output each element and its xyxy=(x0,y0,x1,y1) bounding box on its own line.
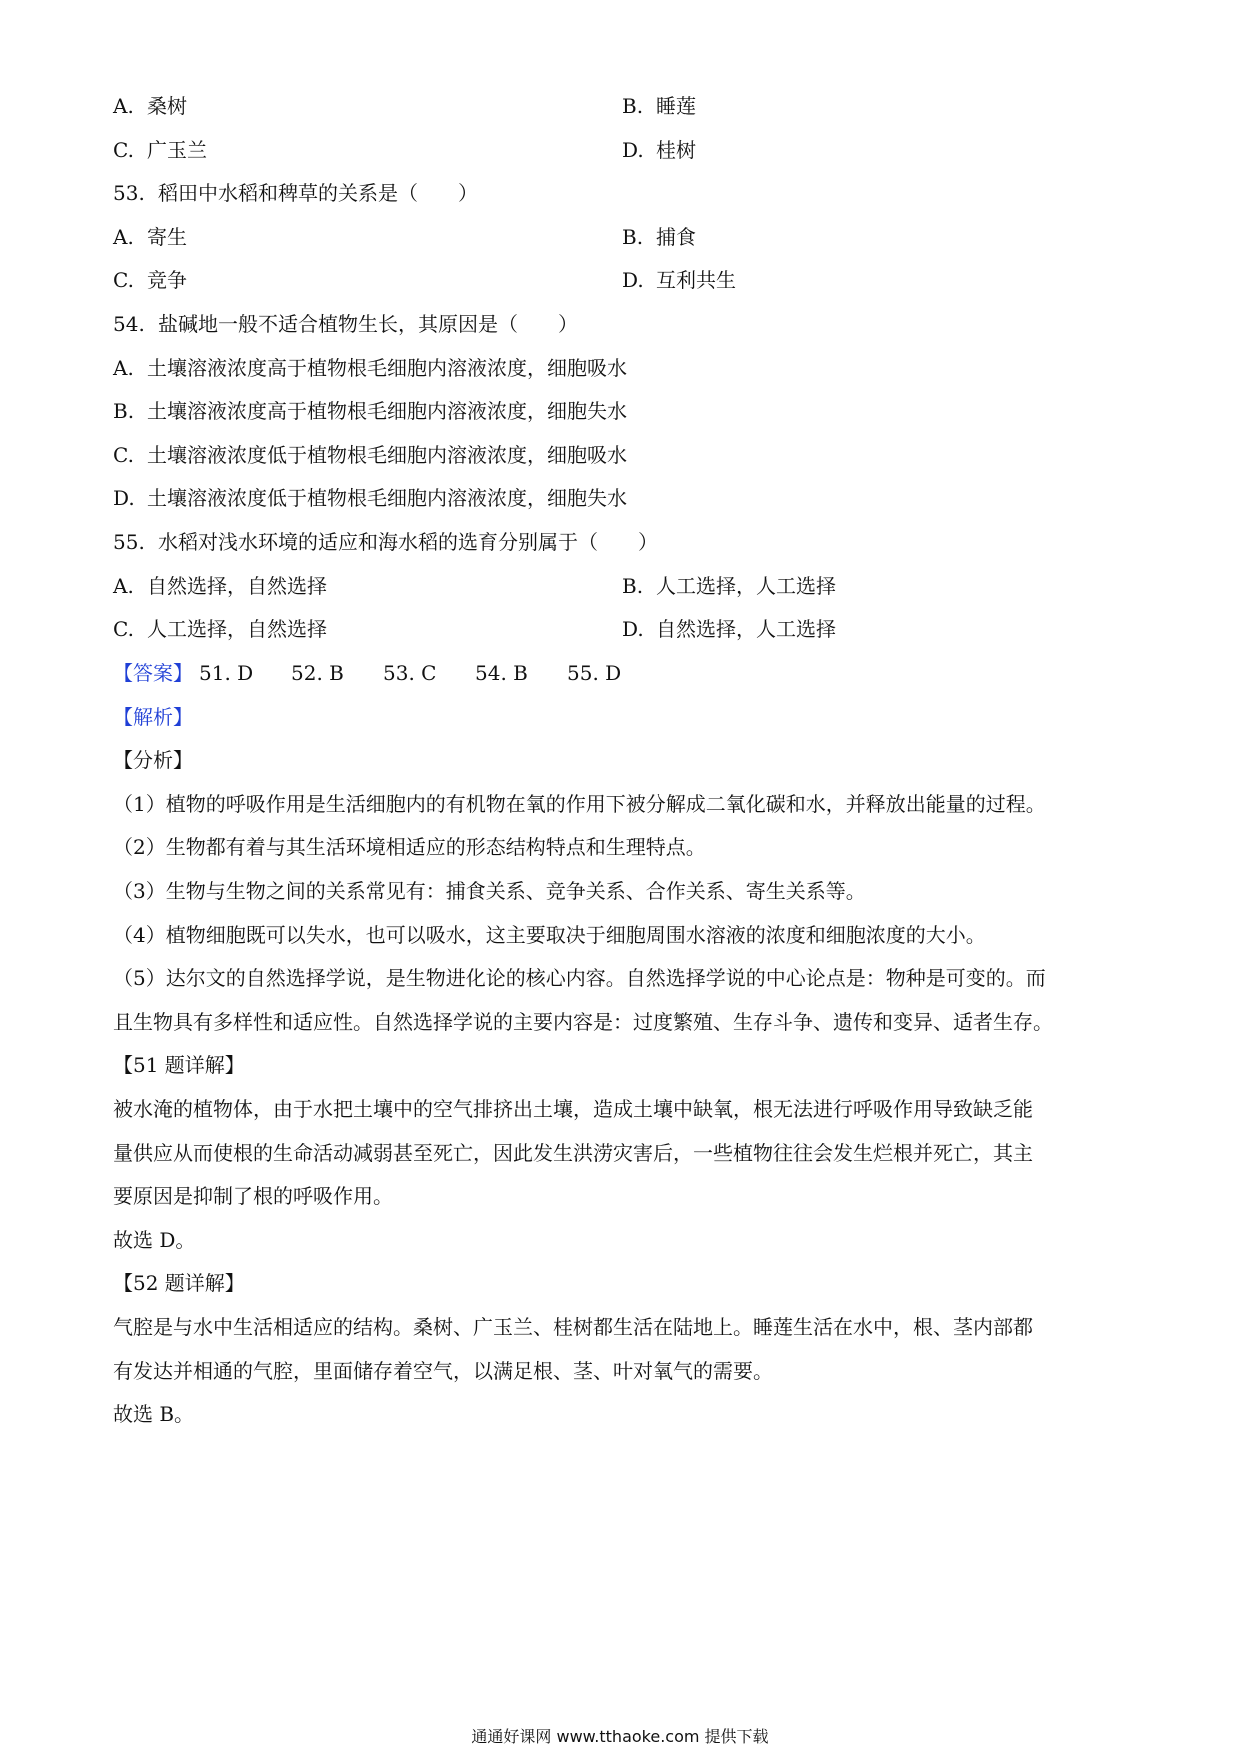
option-text: 自然选择，人工选择 xyxy=(656,617,836,641)
option-text: 土壤溶液浓度低于植物根毛细胞内溶液浓度，细胞失水 xyxy=(147,486,627,510)
q52-option-b xyxy=(622,92,696,120)
option-text: 自然选择，自然选择 xyxy=(147,574,327,598)
detail51-line: 要原因是抑制了根的呼吸作用。 xyxy=(113,1184,393,1208)
answer-item: 52. B xyxy=(291,661,344,685)
option-text: 人工选择，自然选择 xyxy=(147,617,327,641)
question-text: 水稻对浅水环境的适应和海水稻的选育分别属于（ ） xyxy=(158,530,658,554)
analysis-heading: 【解析】 xyxy=(113,705,193,729)
q53-option-d xyxy=(622,266,736,294)
option-text: 互利共生 xyxy=(656,268,736,292)
q53-option-c xyxy=(113,266,187,294)
option-label: A. xyxy=(113,356,134,380)
question-number: 54. xyxy=(113,312,145,336)
q54-option-d xyxy=(113,484,627,512)
detail51-conclusion: 故选 D。 xyxy=(113,1228,196,1252)
analysis-point: （1）植物的呼吸作用是生活细胞内的有机物在氧的作用下被分解成二氧化碳和水，并释放出能量的过程。 xyxy=(113,792,1046,816)
option-text: 捕食 xyxy=(656,225,696,249)
q52-option-d xyxy=(622,136,696,164)
option-label: C. xyxy=(113,268,134,292)
detail52-line: 气腔是与水中生活相适应的结构。桑树、广玉兰、桂树都生活在陆地上。睡莲生活在水中，根、茎内部都 xyxy=(113,1315,1033,1339)
question-number: 55. xyxy=(113,530,145,554)
analysis-sub-heading: 【分析】 xyxy=(113,748,193,772)
q54-option-b xyxy=(113,397,627,425)
q53-stem xyxy=(113,179,478,207)
option-text: 广玉兰 xyxy=(147,138,207,162)
analysis-point: （3）生物与生物之间的关系常见有：捕食关系、竞争关系、合作关系、寄生关系等。 xyxy=(113,879,866,903)
option-label: A. xyxy=(113,94,134,118)
option-label: B. xyxy=(113,399,135,423)
answer-item: 55. D xyxy=(567,661,622,685)
option-label: D. xyxy=(622,617,644,641)
q55-option-a xyxy=(113,572,327,600)
option-label: B. xyxy=(622,225,644,249)
detail51-line: 量供应从而使根的生命活动减弱甚至死亡，因此发生洪涝灾害后，一些植物往往会发生烂根并死亡，其主 xyxy=(113,1141,1033,1165)
option-text: 土壤溶液浓度低于植物根毛细胞内溶液浓度，细胞吸水 xyxy=(147,443,627,467)
analysis-point: （4）植物细胞既可以失水，也可以吸水，这主要取决于细胞周围水溶液的浓度和细胞浓度的大小。 xyxy=(113,923,986,947)
option-text: 桑树 xyxy=(147,94,187,118)
option-text: 土壤溶液浓度高于植物根毛细胞内溶液浓度，细胞吸水 xyxy=(147,356,627,380)
q53-option-a xyxy=(113,223,187,251)
q55-option-c xyxy=(113,615,327,643)
option-label: C. xyxy=(113,138,134,162)
option-label: D. xyxy=(622,268,644,292)
option-label: C. xyxy=(113,617,134,641)
detail52-line: 有发达并相通的气腔，里面储存着空气，以满足根、茎、叶对氧气的需要。 xyxy=(113,1359,773,1383)
answer-item: 53. C xyxy=(383,661,437,685)
q54-option-a xyxy=(113,354,627,382)
option-text: 寄生 xyxy=(147,225,187,249)
detail51-heading: 【51 题详解】 xyxy=(113,1053,245,1077)
question-text: 盐碱地一般不适合植物生长，其原因是（ ） xyxy=(158,312,578,336)
option-label: C. xyxy=(113,443,134,467)
q52-option-a xyxy=(113,92,187,120)
q54-stem xyxy=(113,310,578,338)
option-label: A. xyxy=(113,574,134,598)
page-footer: 通通好课网 www.tthaoke.com 提供下载 xyxy=(471,1727,769,1746)
option-label: D. xyxy=(622,138,644,162)
q52-option-c xyxy=(113,136,207,164)
option-text: 人工选择，人工选择 xyxy=(656,574,836,598)
option-label: B. xyxy=(622,574,644,598)
detail51-line: 被水淹的植物体，由于水把土壤中的空气排挤出土壤，造成土壤中缺氧，根无法进行呼吸作用导致缺乏能 xyxy=(113,1097,1033,1121)
analysis-point: （2）生物都有着与其生活环境相适应的形态结构特点和生理特点。 xyxy=(113,835,706,859)
question-number: 53. xyxy=(113,181,145,205)
q54-option-c xyxy=(113,441,627,469)
q55-option-b xyxy=(622,572,836,600)
detail52-conclusion: 故选 B。 xyxy=(113,1402,195,1426)
option-text: 睡莲 xyxy=(656,94,696,118)
q53-option-b xyxy=(622,223,696,251)
analysis-point: 且生物具有多样性和适应性。自然选择学说的主要内容是：过度繁殖、生存斗争、遗传和变异、适者生存。 xyxy=(113,1010,1053,1034)
q55-option-d xyxy=(622,615,836,643)
option-text: 桂树 xyxy=(656,138,696,162)
option-label: D. xyxy=(113,486,135,510)
answer-heading: 【答案】 xyxy=(113,661,193,685)
answer-item: 51. D xyxy=(199,661,254,685)
answer-row xyxy=(113,659,653,687)
q55-stem xyxy=(113,528,658,556)
analysis-point: （5）达尔文的自然选择学说，是生物进化论的核心内容。自然选择学说的中心论点是：物种是可变的。而 xyxy=(113,966,1046,990)
option-label: B. xyxy=(622,94,644,118)
question-text: 稻田中水稻和稗草的关系是（ ） xyxy=(158,181,478,205)
option-label: A. xyxy=(113,225,134,249)
detail52-heading: 【52 题详解】 xyxy=(113,1271,245,1295)
option-text: 土壤溶液浓度高于植物根毛细胞内溶液浓度，细胞失水 xyxy=(147,399,627,423)
answer-item: 54. B xyxy=(475,661,528,685)
option-text: 竞争 xyxy=(147,268,187,292)
